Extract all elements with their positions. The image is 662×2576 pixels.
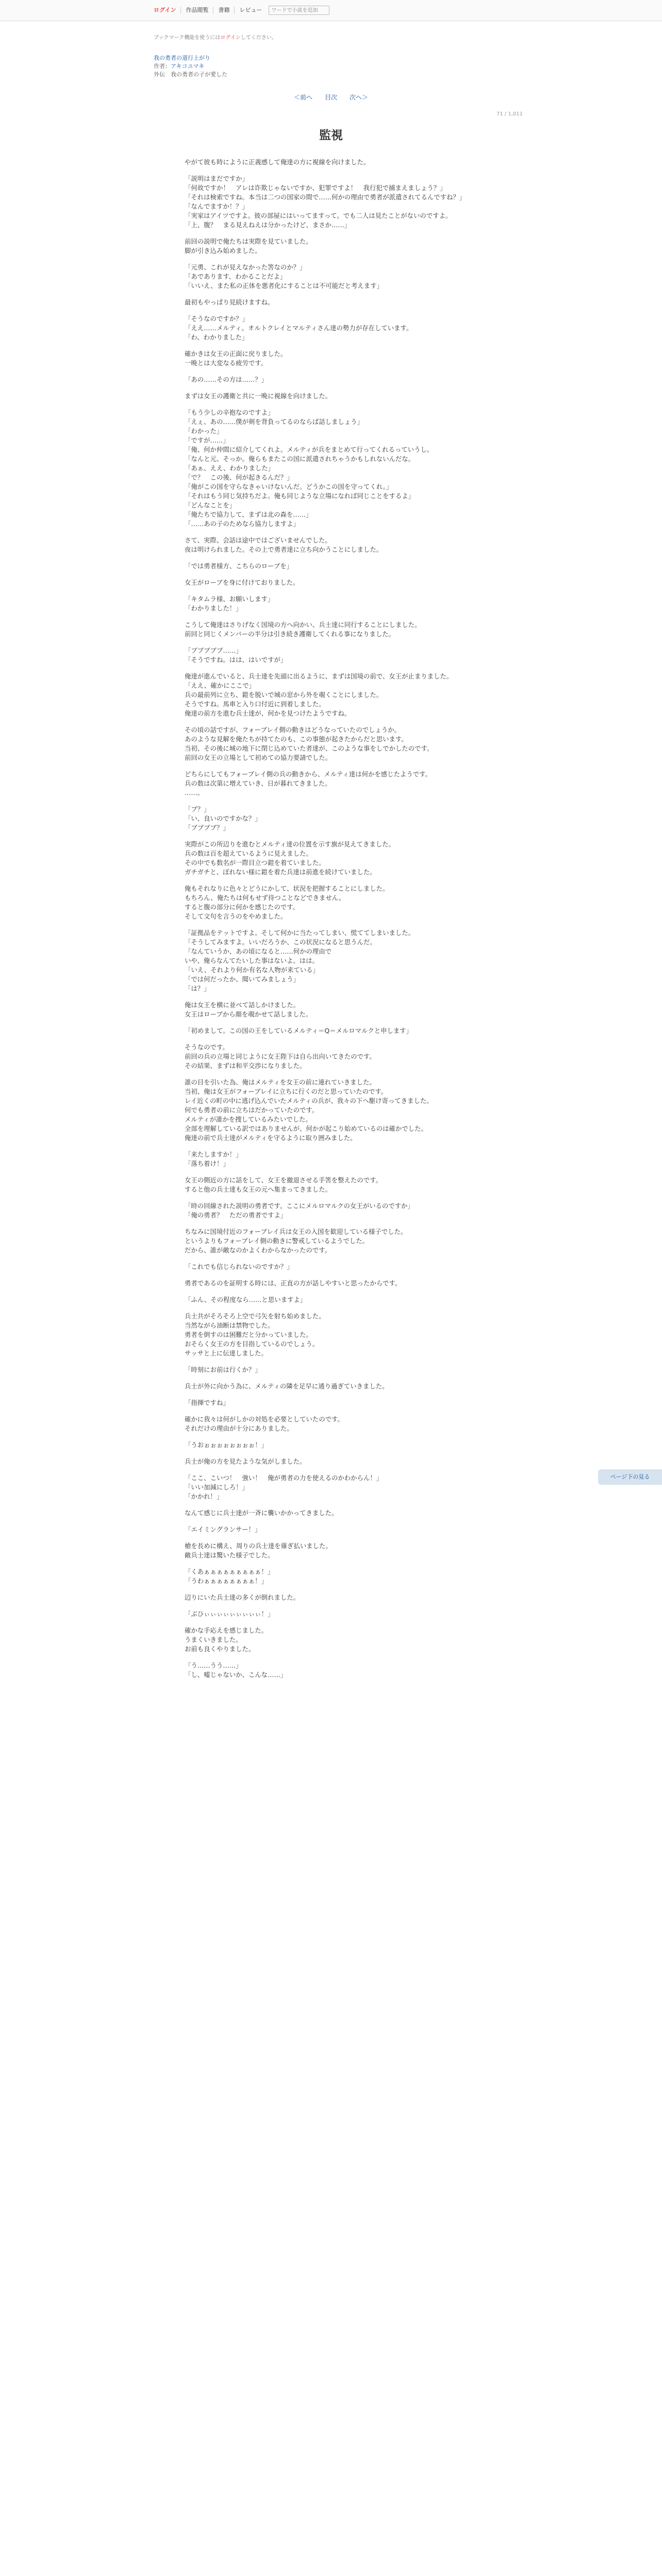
body-paragraph: 「指揮ですね」 bbox=[185, 1399, 229, 1406]
body-paragraph bbox=[185, 587, 494, 595]
body-paragraph: 「あの……その方は……？」 bbox=[185, 376, 268, 383]
body-paragraph bbox=[185, 554, 494, 562]
author-link[interactable]: アキコユマキ bbox=[171, 63, 205, 70]
toc-link[interactable]: 目次 bbox=[324, 94, 337, 101]
body-paragraph bbox=[185, 307, 494, 314]
body-paragraph bbox=[185, 762, 494, 770]
body-paragraph bbox=[185, 256, 494, 263]
body-paragraph: 俺達が進んでいると、兵士達を先頭に出るように、まずは国境の前で、女王が止まりました。 bbox=[185, 672, 453, 680]
body-paragraph bbox=[185, 1466, 494, 1473]
body-paragraph bbox=[185, 613, 494, 620]
body-paragraph: こうして俺達はさりげなく国境の方へ向かい、兵士達に同行することにしました。 bbox=[185, 621, 421, 629]
series-link[interactable]: 我の勇者の道行上がり bbox=[154, 55, 210, 61]
body-paragraph: その頃の話ですが、フォーブレイ側の動きはどうなっていたのでしょうか。 bbox=[185, 726, 401, 734]
episode-counter: 71 / 1,011 bbox=[496, 111, 523, 117]
body-paragraph: 「キタムラ様、お願いします」 bbox=[185, 595, 274, 603]
body-paragraph: 「は？」 bbox=[185, 985, 210, 992]
body-paragraph bbox=[185, 529, 494, 536]
body-paragraph: 「そうなのですか？」 bbox=[185, 315, 249, 323]
pager-top bbox=[0, 93, 662, 101]
body-paragraph: 脚が引き込み始めました。 bbox=[185, 247, 261, 255]
body-paragraph: そうですね。馬車と入り口付近に到着しました。 bbox=[185, 700, 325, 708]
body-paragraph: 「あであります、わかることだよ」 bbox=[185, 273, 287, 280]
body-paragraph: 俺達の前で兵士達がメルティを守るように取り囲みました。 bbox=[185, 1134, 357, 1142]
body-paragraph: 「わかった」 bbox=[185, 427, 223, 435]
body-paragraph bbox=[185, 1019, 494, 1026]
body-paragraph: 全部を理解している訳ではありませんが、何かが起こり始めているのは確かでした。 bbox=[185, 1125, 427, 1132]
body-paragraph: それだけの理由が十分にありました。 bbox=[185, 1425, 293, 1432]
body-paragraph: 何でも勇者の前に立ちはだかっていたのです。 bbox=[185, 1106, 319, 1114]
body-paragraph bbox=[185, 1168, 494, 1176]
body-paragraph: サッサと上に伝達しました。 bbox=[185, 1349, 268, 1357]
body-paragraph: 「うおぉぉぉぉぉぉぉぉ！」 bbox=[185, 1441, 268, 1449]
author-line bbox=[154, 62, 205, 70]
body-paragraph bbox=[185, 1501, 494, 1509]
body-paragraph: 兵士が俺の方を見たような気がしました。 bbox=[185, 1458, 306, 1465]
body-paragraph bbox=[185, 384, 494, 392]
body-paragraph: 「これでも信じられないのですか？」 bbox=[185, 1263, 293, 1270]
body-paragraph: 「説明はまだですか」 bbox=[185, 175, 249, 182]
body-paragraph bbox=[185, 1358, 494, 1365]
body-paragraph: 「し、嘘じゃないか、こんな……」 bbox=[185, 1671, 287, 1679]
body-paragraph: 当然ながら油断は禁物でした。 bbox=[185, 1321, 274, 1329]
body-paragraph: 確かに我々は何がしかの対処を必要としていたのです。 bbox=[185, 1415, 344, 1423]
body-paragraph: やがて彼も時にように正義感して俺達の方に視線を向けました。 bbox=[185, 158, 370, 166]
body-paragraph bbox=[185, 1408, 494, 1415]
body-paragraph bbox=[185, 877, 494, 884]
body-paragraph: ガチガチと、ぼれない様に鎧を着た兵達は前進を続けていました。 bbox=[185, 868, 376, 876]
body-paragraph: 兵士共がそろそろ上空で弓矢を射ち始めました。 bbox=[185, 1312, 325, 1320]
body-paragraph: 「い、良いのですかな？」 bbox=[185, 815, 261, 822]
notice-post: してください。 bbox=[240, 35, 277, 41]
body-paragraph: なんて感じに兵士達が一斉に襲いかかってきました。 bbox=[185, 1509, 338, 1517]
body-paragraph: 当初、俺は女王がフォーブレイに立ちに行くのだと思っていたのです。 bbox=[185, 1088, 388, 1095]
body-paragraph: あのような見解を俺たちが持てたのも、この事態が起きたからだと思います。 bbox=[185, 735, 408, 743]
body-paragraph bbox=[185, 1375, 494, 1382]
body-paragraph: 「初めまして。この国の王をしているメルティ＝Q＝メルロマルクと申します」 bbox=[185, 1027, 412, 1035]
body-paragraph bbox=[185, 1534, 494, 1541]
body-paragraph: 「えぇ、あの……僕が剣を背負ってるのならば話しましょう」 bbox=[185, 418, 363, 426]
body-paragraph: 「いいえ、また私の正体を悪者化にすることは不可能だと考えます」 bbox=[185, 282, 383, 290]
notice-pre: ブックマーク機能を使うには bbox=[154, 35, 221, 41]
body-paragraph: 「ここ、こいつ！ 強い！ 俺が勇者の力を使えるのかわからん！」 bbox=[185, 1474, 383, 1482]
body-paragraph: 「で？ この後、何が起きるんだ？」 bbox=[185, 473, 293, 481]
body-paragraph bbox=[185, 1071, 494, 1078]
body-paragraph: お前も良くやりました。 bbox=[185, 1645, 255, 1653]
body-paragraph: 槍を長めに構え、周りの兵士達を薙ぎ払いました。 bbox=[185, 1542, 332, 1550]
body-paragraph: 「俺の勇者？ ただの勇者ですよ」 bbox=[185, 1211, 287, 1219]
body-paragraph bbox=[185, 665, 494, 672]
body-paragraph: 当初、その後に城の地下に閉じ込めていた者達が、このような事をしでかしたのです。 bbox=[185, 744, 434, 752]
sub-series: 外伝 我の勇者の子が愛した bbox=[154, 71, 227, 78]
body-paragraph bbox=[185, 230, 494, 237]
body-paragraph: 俺もそれなりに色々とどうにかして、状況を把握することにしました。 bbox=[185, 885, 389, 892]
body-paragraph: 一晩とは大変なる疲労です。 bbox=[185, 359, 268, 367]
body-paragraph bbox=[185, 1288, 494, 1295]
body-paragraph: 「ブ？」 bbox=[185, 805, 210, 813]
body-paragraph: 「うわぁぁぁぁぁぁぁぁ！」 bbox=[185, 1577, 268, 1585]
body-paragraph: 女王はローブから顔を覗かせて話しました。 bbox=[185, 1010, 312, 1018]
body-paragraph bbox=[185, 1220, 494, 1227]
body-paragraph bbox=[185, 1450, 494, 1457]
body-paragraph: その中でも数名が一際目立つ鎧を着ていました。 bbox=[185, 859, 325, 867]
chapter-title: 監視 bbox=[319, 129, 343, 142]
notice-login-link[interactable]: ログイン bbox=[220, 35, 241, 41]
body-paragraph: もちろん、俺たちは何もせず待つことなどできません。 bbox=[185, 894, 345, 902]
body-paragraph: 夜は明けられました。その上で勇者達に立ち向かうことにしました。 bbox=[185, 546, 383, 553]
body-paragraph: 「それはもう同じ気持ちだよ。俺も同じような立場になれば同じことをするよ」 bbox=[185, 492, 415, 500]
body-paragraph bbox=[185, 1143, 494, 1150]
body-paragraph: 「なんと元、そっか。俺らもまたこの国に派遣されちゃうかもしれないんだな。 bbox=[185, 455, 415, 463]
body-paragraph bbox=[185, 291, 494, 298]
body-paragraph: 「エイミングランサー！」 bbox=[185, 1526, 261, 1533]
body-paragraph: 「そうしてみますよ。いいだろうか、この状況になると思うんだ。 bbox=[185, 938, 376, 946]
body-paragraph: そして文句を言うのをやめました。 bbox=[185, 912, 287, 920]
body-paragraph: 「元勇、これが見えなかった筈なのか？」 bbox=[185, 263, 306, 271]
body-paragraph: 前回と同じくメンバーの半分は引き続き護衛してくれる事になりました。 bbox=[185, 630, 395, 638]
body-paragraph: そうなのです。 bbox=[185, 1043, 229, 1051]
body-paragraph: どちらにしてもフォーブレイ側の兵の動きから、メルティ達は何かを感じたようです。 bbox=[185, 770, 432, 778]
body-paragraph: 「ブブブブブ……」 bbox=[185, 647, 242, 654]
body-paragraph: 女王がローブを身に付けておりました。 bbox=[185, 579, 300, 586]
author-label: 作者： bbox=[154, 63, 171, 70]
body-paragraph: 前回の兵の立場と同じように女王陛下は自ら出向いてきたのです。 bbox=[185, 1053, 376, 1060]
body-paragraph: 「いえ、それより何か有名な人物が来ている」 bbox=[185, 966, 319, 974]
body-paragraph bbox=[185, 1654, 494, 1661]
body-paragraph: 「かかれ！」 bbox=[185, 1493, 223, 1500]
body-paragraph: 誰の目を引いた為、俺はメルティを女王の前に連れていきました。 bbox=[185, 1078, 376, 1086]
body-paragraph bbox=[185, 993, 494, 1001]
ranking-link[interactable]: 書籍 bbox=[213, 7, 235, 14]
top-bar bbox=[0, 0, 662, 21]
body-paragraph: まずは女王の護衛と共に一晩に視線を向けました。 bbox=[185, 392, 332, 400]
top-nav bbox=[154, 5, 329, 15]
body-paragraph: ……。 bbox=[185, 789, 204, 796]
body-paragraph: 確かきは女王の正面に戻りました。 bbox=[185, 350, 287, 358]
body-paragraph: 「もう少しの辛抱なのですよ」 bbox=[185, 409, 274, 416]
body-paragraph bbox=[185, 1036, 494, 1043]
novel-body bbox=[185, 158, 494, 2576]
body-paragraph: 「ふん、その程度なら……と思いますよ」 bbox=[185, 1296, 307, 1303]
body-paragraph: 「ですが……」 bbox=[185, 436, 229, 444]
body-paragraph: メルティが誰かを捜しているみたいでした。 bbox=[185, 1115, 312, 1123]
body-paragraph: 辺りにいた兵士達の多くが倒れました。 bbox=[185, 1594, 300, 1601]
body-paragraph bbox=[185, 1391, 494, 1398]
body-paragraph: 「何故ですか！ アレは诈欺じゃないですか、犯罪ですよ！ 我行犯で捕まえましょう？」 bbox=[185, 184, 446, 192]
body-paragraph: 「ええ、確かにここで」 bbox=[185, 682, 256, 689]
body-paragraph bbox=[185, 1602, 494, 1609]
body-paragraph bbox=[185, 798, 494, 805]
body-paragraph: 「では何だったか、聞いてみましょう」 bbox=[185, 975, 300, 983]
body-paragraph bbox=[185, 1433, 494, 1440]
body-paragraph: 最初もやっぱり見続けますね。 bbox=[185, 298, 274, 306]
next-link[interactable]: 次へ＞ bbox=[349, 94, 368, 101]
body-paragraph: 「上、腹？ まる見えねえは分かったけど、まさか……」 bbox=[185, 221, 351, 229]
body-paragraph: 「わ、わかりました」 bbox=[185, 333, 249, 341]
body-paragraph: 「では勇者様方、こちらのローブを」 bbox=[185, 562, 293, 570]
body-paragraph bbox=[185, 342, 494, 349]
review-link[interactable]: レビュー bbox=[239, 7, 262, 13]
body-paragraph: 「ぶひぃぃぃぃぃぃぃぃぃ！」 bbox=[185, 1610, 274, 1618]
body-paragraph: 「くあぁぁぁぁぁぁぁぁぁ！」 bbox=[185, 1568, 274, 1575]
body-paragraph bbox=[185, 571, 494, 578]
body-paragraph: 「……あの子のためなら協力しますよ」 bbox=[185, 520, 300, 528]
body-paragraph: 俺達の前方を進む兵士達が、何かを見つけたようですね。 bbox=[185, 709, 351, 717]
body-paragraph: 「俺たちで協力して、まずは北の森を……」 bbox=[185, 511, 312, 518]
body-paragraph: 「ええ……メルティ。オルトクレイとマルティさん達の勢力が存在しています。 bbox=[185, 324, 413, 332]
body-paragraph bbox=[185, 1619, 494, 1626]
body-paragraph bbox=[185, 1586, 494, 1593]
body-paragraph: 「う……うう……」 bbox=[185, 1662, 242, 1669]
body-paragraph: さて、実際、会話は途中ではございませんでした。 bbox=[185, 536, 332, 544]
body-paragraph bbox=[185, 639, 494, 646]
body-paragraph: 「あぁ、ええ、わかりました」 bbox=[185, 464, 275, 472]
body-paragraph: おそらく女王の方を目指しているのでしょう。 bbox=[185, 1340, 319, 1348]
body-paragraph bbox=[185, 1272, 494, 1279]
works-link[interactable]: 作品閲覧 bbox=[181, 7, 213, 14]
body-paragraph: 「いい加減にしろ！」 bbox=[185, 1483, 249, 1491]
body-paragraph: 「証拠品をテットですよ。そして何かに当たってしまい、慌ててしまいました。 bbox=[185, 929, 415, 937]
body-paragraph: 兵の数は次第に増えていき、日が暮れてきました。 bbox=[185, 779, 332, 787]
body-paragraph: うまくいきました。 bbox=[185, 1636, 242, 1643]
body-paragraph: 敵兵士達は驚いた様子でした。 bbox=[185, 1551, 274, 1559]
body-paragraph: 俺は女王を横に並べて話しかけました。 bbox=[185, 1001, 300, 1009]
body-paragraph: すると他の兵士達も女王の元へ集まってきました。 bbox=[185, 1185, 332, 1193]
body-paragraph: 「どんなことを」 bbox=[185, 501, 236, 509]
body-paragraph bbox=[185, 1560, 494, 1567]
body-paragraph: 兵士が外に向かう為に、メルティの隣を足早に通り過ぎていきました。 bbox=[185, 1382, 389, 1390]
body-paragraph: 「そうですね。はは、はいですが」 bbox=[185, 656, 287, 664]
body-paragraph bbox=[185, 1304, 494, 1312]
login-link[interactable]: ログイン bbox=[154, 7, 181, 14]
body-paragraph: というよりもフォーブレイ側の動きに警戒しているようでした。 bbox=[185, 1237, 369, 1245]
body-paragraph: 「俺がこの国を守らなきゃいけないんだ。どうかこの国を守ってくれ。」 bbox=[185, 483, 393, 490]
body-paragraph bbox=[185, 167, 494, 174]
body-paragraph bbox=[185, 1194, 494, 1201]
body-paragraph: レイ近くの町の中に逃げ込んでいたメルティの兵が、我々の下へ駆け寄ってきました。 bbox=[185, 1097, 433, 1105]
body-paragraph: 「それは検索ですね。本当は二つの国家の間で……何かの理由で勇者が派遣されてるんですね？」 bbox=[185, 193, 466, 201]
body-paragraph bbox=[185, 1255, 494, 1262]
body-paragraph: 前回の説明で俺たちは実際を見ていました。 bbox=[185, 238, 312, 245]
body-paragraph: 「来たしますか！」 bbox=[185, 1150, 242, 1158]
search-input[interactable]: ワードで小説を追加 bbox=[269, 6, 329, 15]
body-paragraph: 兵の最前列に立ち、鎧を脱いで城の窓から外を覗くことにしました。 bbox=[185, 691, 383, 699]
body-paragraph: 「時の回線された説明の勇者です。ここにメルロマルクの女王がいるのですか」 bbox=[185, 1202, 414, 1210]
body-paragraph: ちなみに国境付近のフォーブレイ兵は女王の入国を歓迎している様子でした。 bbox=[185, 1228, 407, 1235]
body-paragraph: 前回の女王の立場として初めての協力要請でした。 bbox=[185, 754, 332, 761]
body-paragraph: 勇者を倒すのは困難だと分かっていました。 bbox=[185, 1331, 312, 1338]
body-paragraph: 「なんていうか、あの頃になると……何かの理由で bbox=[185, 947, 332, 955]
body-paragraph: 「なんでますか！？」 bbox=[185, 202, 249, 210]
body-paragraph bbox=[185, 401, 494, 408]
body-paragraph: 勇者であるのを証明する時には、正直の方が話しやすいと思ったからです。 bbox=[185, 1279, 402, 1287]
body-paragraph: 兵の数は百を超えているように見えました。 bbox=[185, 850, 312, 857]
body-paragraph: 「落ち着け！」 bbox=[185, 1160, 229, 1167]
body-paragraph: 「ブブブブ？」 bbox=[185, 824, 229, 832]
body-paragraph: 「わかりました！」 bbox=[185, 604, 242, 612]
body-paragraph bbox=[185, 833, 494, 840]
scroll-bottom-button[interactable]: ページ下の見る bbox=[598, 1469, 662, 1485]
body-paragraph: 「時刻にお前は行くか？」 bbox=[185, 1366, 261, 1374]
body-paragraph: だから、誰が敵なのかよくわからなかったのです。 bbox=[185, 1246, 331, 1254]
body-paragraph: 確かな手応えを感じました。 bbox=[185, 1626, 268, 1634]
body-paragraph: 「俺、何か仲間に紹介してくれよ。メルティが兵をまとめて行ってくれるっていうし。 bbox=[185, 446, 434, 453]
prev-link[interactable]: ＜前へ bbox=[294, 94, 313, 101]
body-paragraph bbox=[185, 1518, 494, 1525]
login-notice bbox=[154, 33, 277, 41]
body-paragraph bbox=[185, 718, 494, 725]
body-paragraph: その結果、まずは和平交渉になりました。 bbox=[185, 1062, 306, 1070]
body-paragraph: 実際がこの所辺りを進むとメルティ達の位置を示す旗が見えてきました。 bbox=[185, 840, 395, 848]
body-paragraph: 女王の側近の方に話をして、女王を撤退させる手筈を整えたのです。 bbox=[185, 1176, 382, 1184]
body-paragraph: いや、俺らなんてたいした事はないよ。はは。 bbox=[185, 957, 319, 964]
body-paragraph: 「実家はアイツですよ。彼の部屋にはいってますって。でも二人は見たことがないのですよ。 bbox=[185, 212, 452, 219]
body-paragraph: すると腹の部分に何かを感じたのです。 bbox=[185, 903, 300, 911]
body-paragraph bbox=[185, 368, 494, 375]
body-paragraph bbox=[185, 921, 494, 928]
